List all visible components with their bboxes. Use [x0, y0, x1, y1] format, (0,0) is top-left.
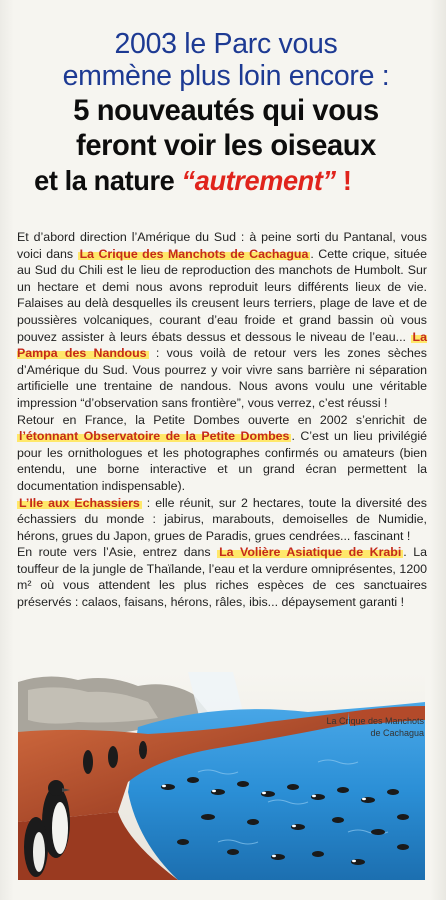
- paragraph-south-america: [17, 229, 427, 412]
- highlight-ile-echassiers: L’Ile aux Echassiers: [19, 495, 140, 510]
- highlight-observatoire: l’étonnant Observatoire de la Petite Dombes: [19, 429, 290, 444]
- photo-caption: [300, 715, 424, 739]
- highlight-pampa-nandous: La Pampa des Nandous: [17, 329, 427, 361]
- headline-line-3: 5 nouveautés qui vous: [73, 94, 379, 127]
- text-run: En route vers l’Asie, entrez dans: [17, 545, 218, 560]
- article-body: [17, 229, 427, 611]
- paragraph-krabi: [17, 544, 427, 610]
- text-run: : vous voilà de retour vers les zones sèches d’Amérique du Sud. Vous pourrez y voir vivre sans barrière ni séparation artificielle une trentaine de nandous. Nous avons voulu une véritable impression “d’observation sans frontière”, vous verrez, c’est réussi !: [17, 346, 427, 410]
- text-run: Et d’abord direction l’Amérique du Sud : à peine sorti du Pantanal, vous voici dans: [17, 230, 427, 261]
- headline-emphasis: “autrement”: [181, 165, 336, 196]
- text-run: : elle réunit, sur 2 hectares, toute la diversité des échassiers du monde : jabirus, marabouts, demoiselles de Numidie, hérons, grues du Japon, grues de Paradis, grues cendrées... fascinant !: [17, 495, 427, 543]
- text-run: . La touffeur de la jungle de Thaïlande, l’eau et la verdure omniprésentes, 1200 m² où vous attendent les plus riches espèces de ces sanctuaires préservés : calaos, faisans, hérons, râles, ibis... dépaysement garanti !: [17, 545, 428, 610]
- text-run: Retour en France, la Petite Dombes ouverte en 2002 s’enrichit de: [17, 412, 427, 427]
- headline-line-5: [34, 164, 430, 197]
- text-run: . Cette crique, située au Sud du Chili est le lieu de reproduction des manchots de Humbolt. Sur un hectare et demi nous avons reproduit leurs différents lieux de vie. Falaises au delà desquelles ils creusent leurs terriers, plage de lave et de poussières volcaniques, courant d’eau froide et grand bassin où vous pouvez assister à leurs ébats dessus et dessous le niveau de l’eau...: [17, 246, 428, 344]
- caption-line-1: La Crique des Manchots: [326, 716, 424, 726]
- penguin-photo: [18, 672, 425, 880]
- headline-line-5-prefix: et la nature: [34, 165, 182, 196]
- paragraph-echassiers: [17, 495, 427, 545]
- caption-line-2: de Cachagua: [370, 728, 424, 738]
- highlight-voliere-krabi: La Volière Asiatique de Krabi: [219, 545, 402, 560]
- paragraph-petite-dombes: [17, 412, 427, 495]
- highlight-crique-manchots: La Crique des Manchots de Cachagua: [79, 246, 309, 261]
- headline: [16, 28, 436, 197]
- headline-line-1: 2003 le Parc vous: [114, 28, 338, 60]
- headline-line-2: emmène plus loin encore :: [62, 60, 390, 92]
- headline-line-4: feront voir les oiseaux: [76, 129, 376, 162]
- text-run: . C’est un lieu privilégié pour les ornithologues et les photographes confirmés ou amateurs (bien entendu, une borne interactive et un grand écran permettent la documentation indispensable).: [17, 429, 427, 493]
- headline-exclamation: !: [335, 165, 352, 196]
